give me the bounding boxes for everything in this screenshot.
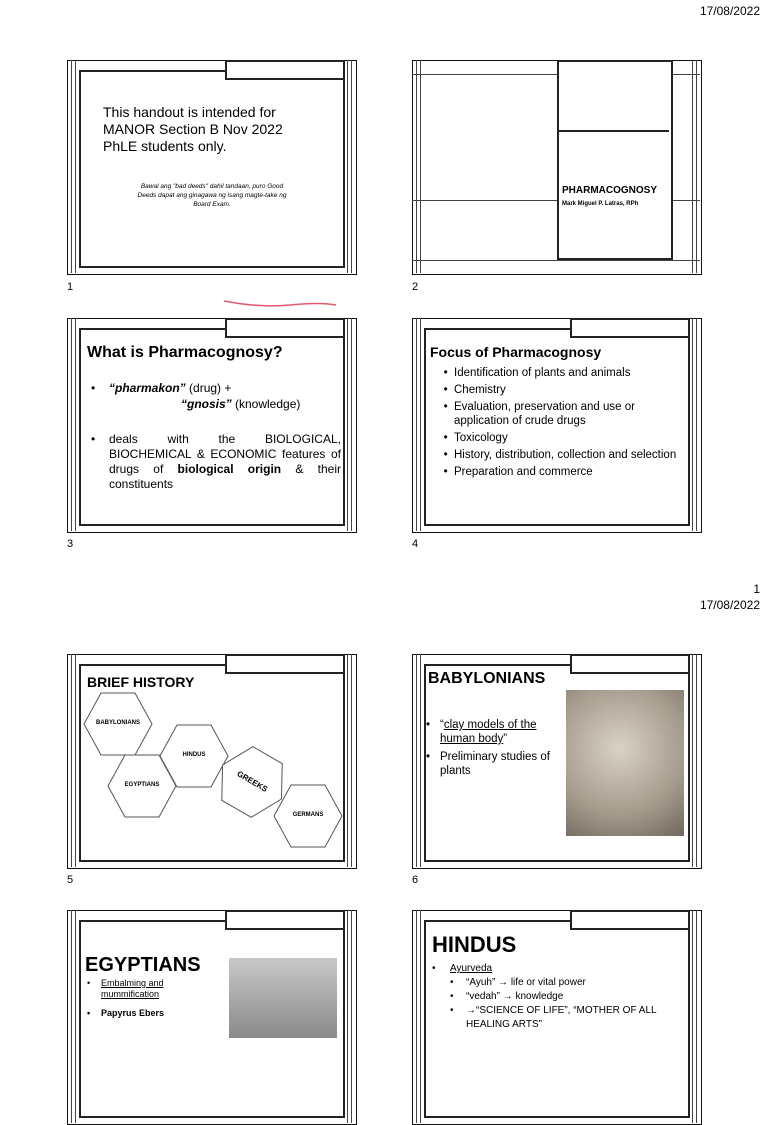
slide-number: 2 bbox=[412, 281, 419, 293]
bullet-list: • Embalming and mummification • Papyrus Ebers bbox=[87, 978, 165, 1018]
slide-number: 3 bbox=[67, 538, 74, 550]
slide-title: What is Pharmacognosy? bbox=[87, 344, 283, 361]
list-item: • History, distribution, collection and selection bbox=[454, 448, 684, 462]
list-item: • Identification of plants and animals bbox=[454, 366, 684, 380]
list-item: • Evaluation, preservation and use or application of crude drugs bbox=[454, 400, 684, 428]
bullet-definition: • deals with the BIOLOGICAL, BIOCHEMICAL & ECONOMIC features of drugs of biological origin & their constituents bbox=[91, 432, 341, 491]
hex-hindus: HINDUS bbox=[159, 724, 229, 788]
slide-1 bbox=[67, 60, 357, 275]
slide-title: BABYLONIANS bbox=[428, 670, 546, 687]
bullet-list: • Ayurveda • “Ayuh” → life or vital power • “vedah” → knowledge • →“SCIENCE OF LIFE”, “MOTHER OF ALL HEALING ARTS” bbox=[432, 963, 657, 1030]
bullet-list: • “clay models of the human body” • Preliminary studies of plants bbox=[426, 719, 550, 777]
slide-5 bbox=[67, 654, 357, 869]
red-pen-mark bbox=[220, 296, 340, 312]
slide-4 bbox=[412, 318, 702, 533]
list-item: • Toxicology bbox=[454, 431, 684, 445]
handout-subnote: Bawal ang "bad deeds" dahil tandaan, puro Good Deeds dapat ang ginagawa ng isang magte-take ng Board Exam. bbox=[137, 183, 287, 208]
slide-number: 4 bbox=[412, 538, 419, 550]
slide-6 bbox=[412, 654, 702, 869]
hex-greeks: GREEKS bbox=[206, 737, 299, 827]
hex-germans: GERMANS bbox=[273, 784, 343, 848]
hex-egyptians: EGYPTIANS bbox=[107, 754, 177, 818]
papyrus-image bbox=[229, 958, 337, 1038]
clay-figure-image bbox=[566, 690, 684, 836]
date-top: 17/08/2022 bbox=[699, 4, 760, 18]
slide-2 bbox=[412, 60, 702, 275]
slide-title: HINDUS bbox=[432, 932, 517, 957]
slide-7 bbox=[67, 910, 357, 1125]
slide-title: Focus of Pharmacognosy bbox=[430, 344, 602, 360]
list-item: • Preparation and commerce bbox=[454, 465, 684, 479]
slide-8 bbox=[412, 910, 702, 1125]
date-mid: 17/08/2022 bbox=[699, 598, 760, 612]
slide-number: 6 bbox=[412, 874, 419, 886]
slide-number: 5 bbox=[67, 874, 74, 886]
list-item: • Chemistry bbox=[454, 383, 684, 397]
slide-title: BRIEF HISTORY bbox=[87, 674, 195, 690]
slide-title: PHARMACOGNOSY bbox=[562, 185, 658, 196]
focus-list bbox=[436, 366, 684, 482]
slide-number: 1 bbox=[67, 281, 74, 293]
bullet-etymology: • “pharmakon” (drug) + “gnosis” (knowledge) bbox=[91, 381, 301, 411]
slide-3 bbox=[67, 318, 357, 533]
slide-title: EGYPTIANS bbox=[85, 954, 201, 976]
author: Mark Miguel P. Latras, RPh bbox=[562, 201, 639, 207]
hex-babylonians: BABYLONIANS bbox=[83, 692, 153, 756]
page-number: 1 bbox=[753, 582, 760, 596]
handout-notice: This handout is intended for MANOR Section B Nov 2022 PhLE students only. bbox=[103, 104, 283, 154]
